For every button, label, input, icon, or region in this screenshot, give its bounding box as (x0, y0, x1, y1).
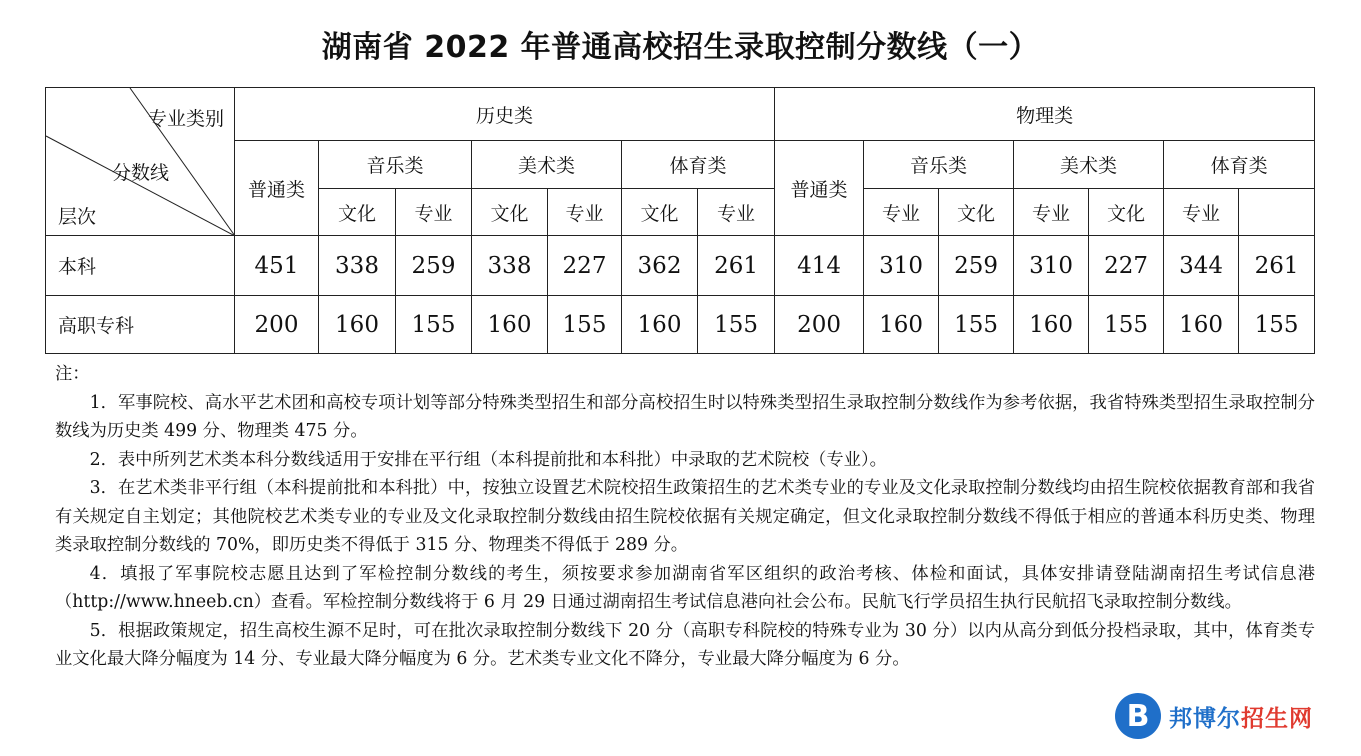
score-cell: 451 (235, 236, 319, 296)
score-cell: 155 (1089, 296, 1164, 354)
score-cell: 310 (864, 236, 939, 296)
score-cell: 160 (319, 296, 396, 354)
row-label-vocational: 高职专科 (46, 296, 235, 354)
note-item: 1．军事院校、高水平艺术团和高校专项计划等部分特殊类型招生和部分高校招生时以特殊类型招生录取控制分数线作为参考依据，我省特殊类型招生录取控制分数线为历史类 499 分、物理类 475 分。 (55, 392, 1315, 441)
column-header: 文化 (472, 189, 548, 236)
score-cell: 160 (622, 296, 698, 354)
note-item: 5．根据政策规定，招生高校生源不足时，可在批次录取控制分数线下 20 分（高职专科院校的特殊专业为 30 分）以内从高分到低分投档录取，其中，体育类专业文化最大降分幅度为 14 分、专业最大降分幅度为 6 分。艺术类专业文化不降分，专业最大降分幅度为 6 分。 (55, 620, 1315, 669)
page-title: 湖南省 2022 年普通高校招生录取控制分数线（一） (321, 30, 1040, 65)
score-cell: 414 (775, 236, 864, 296)
column-header: 专业 (698, 189, 775, 236)
score-cell: 155 (548, 296, 622, 354)
score-cell: 155 (939, 296, 1014, 354)
corner-label-level: 层次 (58, 206, 97, 228)
subgroup-header: 美术类 (1014, 141, 1164, 189)
score-cell: 200 (775, 296, 864, 354)
column-header: 专业 (864, 189, 939, 236)
score-cell: 155 (698, 296, 775, 354)
score-cell: 227 (1089, 236, 1164, 296)
column-header: 文化 (939, 189, 1014, 236)
score-cell: 227 (548, 236, 622, 296)
notes-section (55, 360, 1315, 674)
score-cell: 261 (698, 236, 775, 296)
score-cell: 261 (1239, 236, 1315, 296)
watermark-logo (1115, 692, 1313, 740)
column-header: 专业 (396, 189, 472, 236)
notes-heading: 注： (55, 364, 90, 384)
score-cell: 155 (1239, 296, 1315, 354)
column-header: 文化 (1089, 189, 1164, 236)
subgroup-header: 体育类 (1164, 141, 1315, 189)
score-cell: 338 (319, 236, 396, 296)
corner-label-score: 分数线 (112, 162, 170, 184)
note-item: 3．在艺术类非平行组（本科提前批和本科批）中，按独立设置艺术院校招生政策招生的艺术类专业的专业及文化录取控制分数线均由招生院校依据教育部和我省有关规定自主划定；其他院校艺术类专业的专业及文化录取控制分数线由招生院校依据有关规定确定，但文化录取控制分数线不得低于相应的普通本科历史类、物理类录取控制分数线的 70%，即历史类不得低于 315 分、物理类不得低于 289 分。 (55, 478, 1315, 555)
group-header-physics: 物理类 (775, 88, 1315, 141)
score-cell: 259 (396, 236, 472, 296)
score-cell: 310 (1014, 236, 1089, 296)
row-label-undergraduate: 本科 (46, 236, 235, 296)
score-cell: 362 (622, 236, 698, 296)
subgroup-header: 美术类 (472, 141, 622, 189)
column-header: 文化 (319, 189, 396, 236)
score-table (45, 87, 1315, 354)
column-header (1239, 189, 1315, 236)
column-header: 专业 (548, 189, 622, 236)
logo-b-icon: B (1115, 693, 1161, 739)
score-cell: 160 (864, 296, 939, 354)
subgroup-header: 普通类 (775, 141, 864, 236)
score-cell: 338 (472, 236, 548, 296)
column-header: 文化 (622, 189, 698, 236)
subgroup-header: 音乐类 (319, 141, 472, 189)
subgroup-header: 普通类 (235, 141, 319, 236)
logo-name-accent: 招生网 (1241, 705, 1313, 732)
score-cell: 160 (1164, 296, 1239, 354)
logo-name-main: 邦博尔 (1169, 705, 1241, 732)
note-item: 4．填报了军事院校志愿且达到了军检控制分数线的考生，须按要求参加湖南省军区组织的政治考核、体检和面试，具体安排请登陆湖南招生考试信息港（http://www.hneeb.cn）查看。军检控制分数线将于 6 月 29 日通过湖南招生考试信息港向社会公布。民航飞行学员招生执行民航招飞录取控制分数线。 (55, 563, 1315, 612)
note-item: 2．表中所列艺术类本科分数线适用于安排在平行组（本科提前批和本科批）中录取的艺术院校（专业）。 (89, 449, 887, 470)
score-cell: 259 (939, 236, 1014, 296)
logo-text (1169, 700, 1313, 733)
score-cell: 344 (1164, 236, 1239, 296)
corner-label-category: 专业类别 (147, 108, 224, 130)
score-cell: 200 (235, 296, 319, 354)
score-cell: 160 (472, 296, 548, 354)
subgroup-header: 体育类 (622, 141, 775, 189)
score-cell: 155 (396, 296, 472, 354)
score-cell: 160 (1014, 296, 1089, 354)
column-header: 专业 (1164, 189, 1239, 236)
group-header-history: 历史类 (235, 88, 775, 141)
table-corner-header (46, 88, 235, 236)
column-header: 专业 (1014, 189, 1089, 236)
subgroup-header: 音乐类 (864, 141, 1014, 189)
